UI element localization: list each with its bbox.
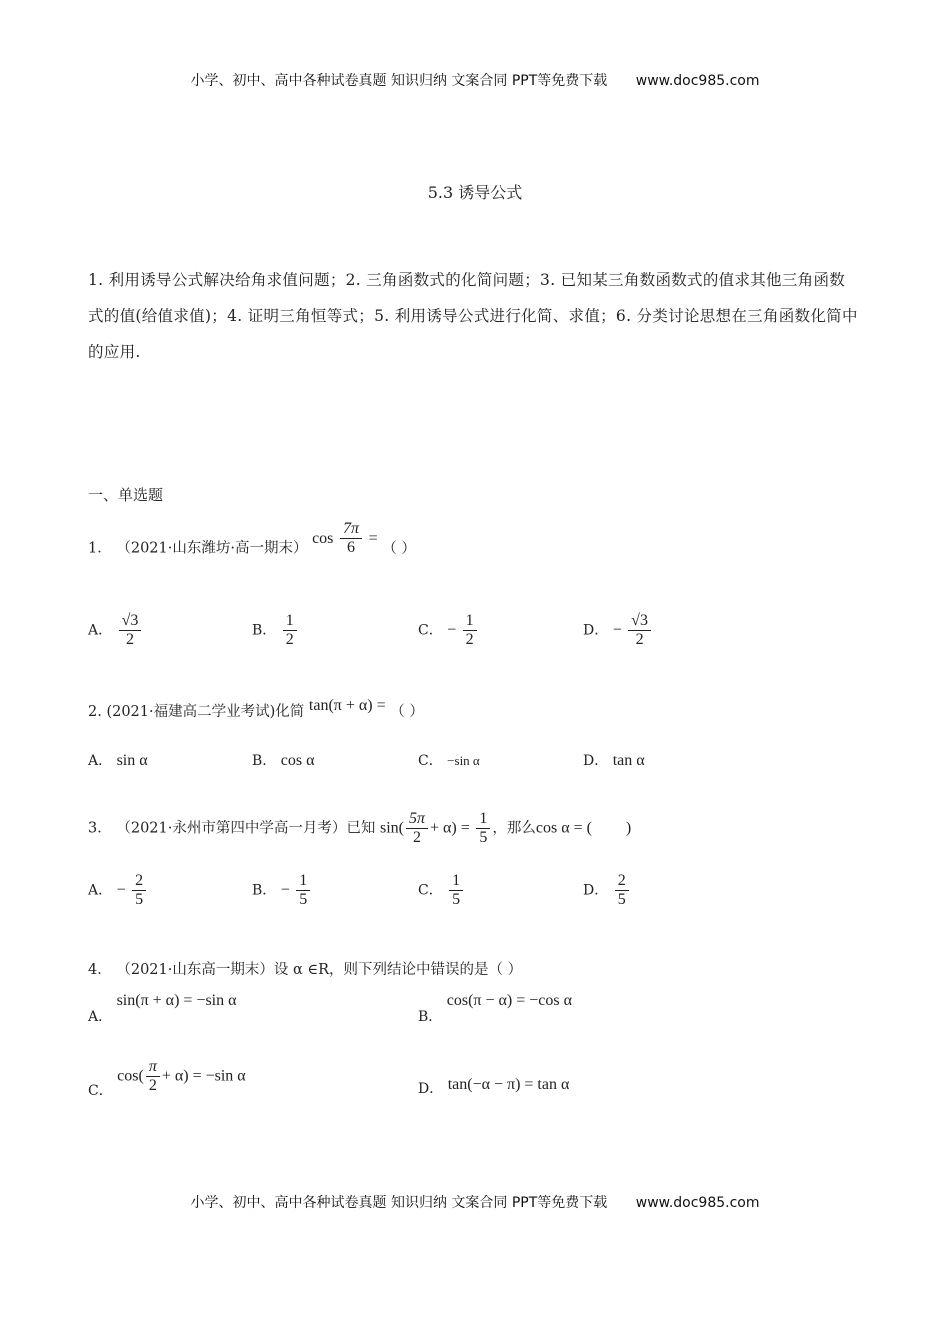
- q1-option-c[interactable]: [418, 612, 479, 649]
- q4-option-d[interactable]: [418, 1074, 570, 1097]
- fraction-denominator: 2: [125, 631, 134, 648]
- option-label: D．: [583, 622, 609, 639]
- fraction-denominator: 2: [635, 631, 644, 648]
- answer-blank: （ ）: [382, 540, 416, 557]
- math-expression: tan(π + α) =: [308, 697, 386, 714]
- fraction-denominator: 5: [135, 891, 144, 908]
- fraction-denominator: 2: [285, 631, 294, 648]
- option-label: D．: [583, 753, 609, 769]
- math-expression: cos α = (: [535, 819, 592, 837]
- option-label: C．: [418, 622, 443, 639]
- section-heading: 一、单选题: [88, 486, 164, 504]
- fraction-numerator: π: [146, 1058, 160, 1077]
- option-label: A．: [88, 1009, 113, 1025]
- q2-option-c[interactable]: [418, 750, 480, 770]
- objectives-paragraph: 1. 利用诱导公式解决给角求值问题；2. 三角函数式的化简问题；3. 已知某三角数函数式的值求其他三角函数式的值(给值求值)；4. 证明三角恒等式；5. 利用诱导公式进行化简、求值；6. 分类讨论思想在三角函数化简中的应用.: [88, 271, 858, 361]
- q2-option-d[interactable]: [583, 750, 645, 770]
- option-label: B．: [418, 1009, 443, 1025]
- fraction-denominator: 6: [347, 539, 356, 556]
- q1-option-b[interactable]: [252, 612, 299, 649]
- minus-sign: −: [116, 881, 126, 899]
- question-3: [88, 810, 631, 847]
- q2-option-a[interactable]: [88, 750, 148, 770]
- fraction: [628, 612, 651, 649]
- answer-blank: （ ）: [390, 704, 424, 720]
- q3-option-d[interactable]: [583, 872, 631, 909]
- fraction: [406, 810, 428, 847]
- fraction: [283, 612, 297, 649]
- question-number: 2.: [88, 704, 102, 720]
- fraction-denominator: 5: [452, 891, 461, 908]
- fraction-numerator: 1: [476, 810, 490, 829]
- math-expression: cos(: [117, 1067, 144, 1085]
- closing-paren: ): [625, 819, 632, 837]
- fraction-denominator: 5: [617, 891, 626, 908]
- question-source: （2021·山东潍坊·高一期末）: [116, 540, 308, 557]
- q1-option-d[interactable]: [583, 612, 653, 649]
- fraction: [146, 1058, 160, 1095]
- q4-option-a[interactable]: [88, 990, 237, 1025]
- minus-sign: −: [447, 621, 457, 639]
- option-expression: cos α: [280, 752, 315, 769]
- footer-url[interactable]: www.doc985.com: [635, 1195, 760, 1211]
- question-number: 1．: [88, 540, 112, 557]
- option-expression: sin α: [116, 752, 148, 769]
- fraction: [296, 872, 310, 909]
- fraction-numerator: 1: [449, 872, 463, 891]
- option-label: C．: [418, 882, 443, 899]
- fraction-denominator: 5: [299, 891, 308, 908]
- minus-sign: −: [612, 621, 622, 639]
- footer-text: 小学、初中、高中各种试卷真题 知识归纳 文案合同 PPT等免费下载: [190, 1195, 608, 1211]
- option-label: A．: [88, 753, 113, 769]
- question-source: （2021·山东高一期末）设 α ∈R，则下列结论中错误的是（ ）: [116, 962, 523, 978]
- math-expression: + α) = −sin α: [161, 1067, 246, 1085]
- page-title: 5.3 诱导公式: [427, 183, 523, 202]
- fraction: [449, 872, 463, 909]
- minus-sign: −: [280, 881, 290, 899]
- question-source: (2021·福建高二学业考试)化简: [106, 704, 305, 720]
- option-label: B．: [252, 882, 277, 899]
- fraction: [615, 872, 629, 909]
- question-number: 3．: [88, 820, 112, 837]
- q3-option-b[interactable]: [252, 872, 312, 909]
- fraction: [132, 872, 146, 909]
- fraction-numerator: 1: [463, 612, 477, 631]
- question-2: [88, 697, 432, 721]
- q2-option-b[interactable]: [252, 750, 314, 770]
- option-expression: sin(π + α) = −sin α: [116, 992, 237, 1009]
- fraction: [476, 810, 490, 847]
- option-label: A．: [88, 622, 113, 639]
- q3-option-c[interactable]: [418, 872, 465, 909]
- q4-option-c[interactable]: [88, 1058, 246, 1099]
- question-number: 4．: [88, 962, 112, 978]
- option-expression: tan α: [612, 752, 645, 769]
- option-expression: −sin α: [447, 753, 480, 768]
- question-text: ，那么: [492, 820, 536, 837]
- header-url[interactable]: www.doc985.com: [635, 73, 760, 89]
- question-source: （2021·永州市第四中学高一月考）已知: [116, 820, 376, 837]
- fraction-numerator: 2: [615, 872, 629, 891]
- fraction: [119, 612, 142, 649]
- fraction-numerator: 2: [132, 872, 146, 891]
- question-4: [88, 958, 522, 979]
- q3-option-a[interactable]: [88, 872, 148, 909]
- option-label: C．: [418, 753, 443, 769]
- fraction-numerator: 1: [283, 612, 297, 631]
- option-label: C．: [88, 1082, 113, 1099]
- fraction-denominator: 2: [412, 829, 421, 846]
- option-label: A．: [88, 882, 113, 899]
- fraction: [463, 612, 477, 649]
- option-label: B．: [252, 753, 277, 769]
- fraction-numerator: √3: [628, 612, 651, 631]
- math-expression: cos: [312, 529, 334, 547]
- fraction-numerator: 5π: [406, 810, 428, 829]
- equals-sign: =: [368, 529, 378, 547]
- option-label: B．: [252, 622, 277, 639]
- math-expression: + α) =: [429, 819, 470, 837]
- math-expression: sin(: [379, 819, 404, 837]
- q4-option-b[interactable]: [418, 990, 572, 1025]
- fraction: [340, 520, 362, 557]
- fraction-numerator: √3: [119, 612, 142, 631]
- option-expression: tan(−α − π) = tan α: [447, 1076, 570, 1093]
- fraction-numerator: 7π: [340, 520, 362, 539]
- option-expression: cos(π − α) = −cos α: [446, 992, 572, 1009]
- page-header: [0, 70, 950, 90]
- fraction-denominator: 2: [148, 1077, 157, 1094]
- fraction-denominator: 2: [465, 631, 474, 648]
- header-text: 小学、初中、高中各种试卷真题 知识归纳 文案合同 PPT等免费下载: [190, 73, 608, 89]
- option-label: D．: [418, 1081, 444, 1097]
- q1-option-a[interactable]: [88, 612, 143, 649]
- fraction-numerator: 1: [296, 872, 310, 891]
- option-label: D．: [583, 882, 609, 899]
- page-footer: [0, 1192, 950, 1212]
- fraction-denominator: 5: [479, 829, 488, 846]
